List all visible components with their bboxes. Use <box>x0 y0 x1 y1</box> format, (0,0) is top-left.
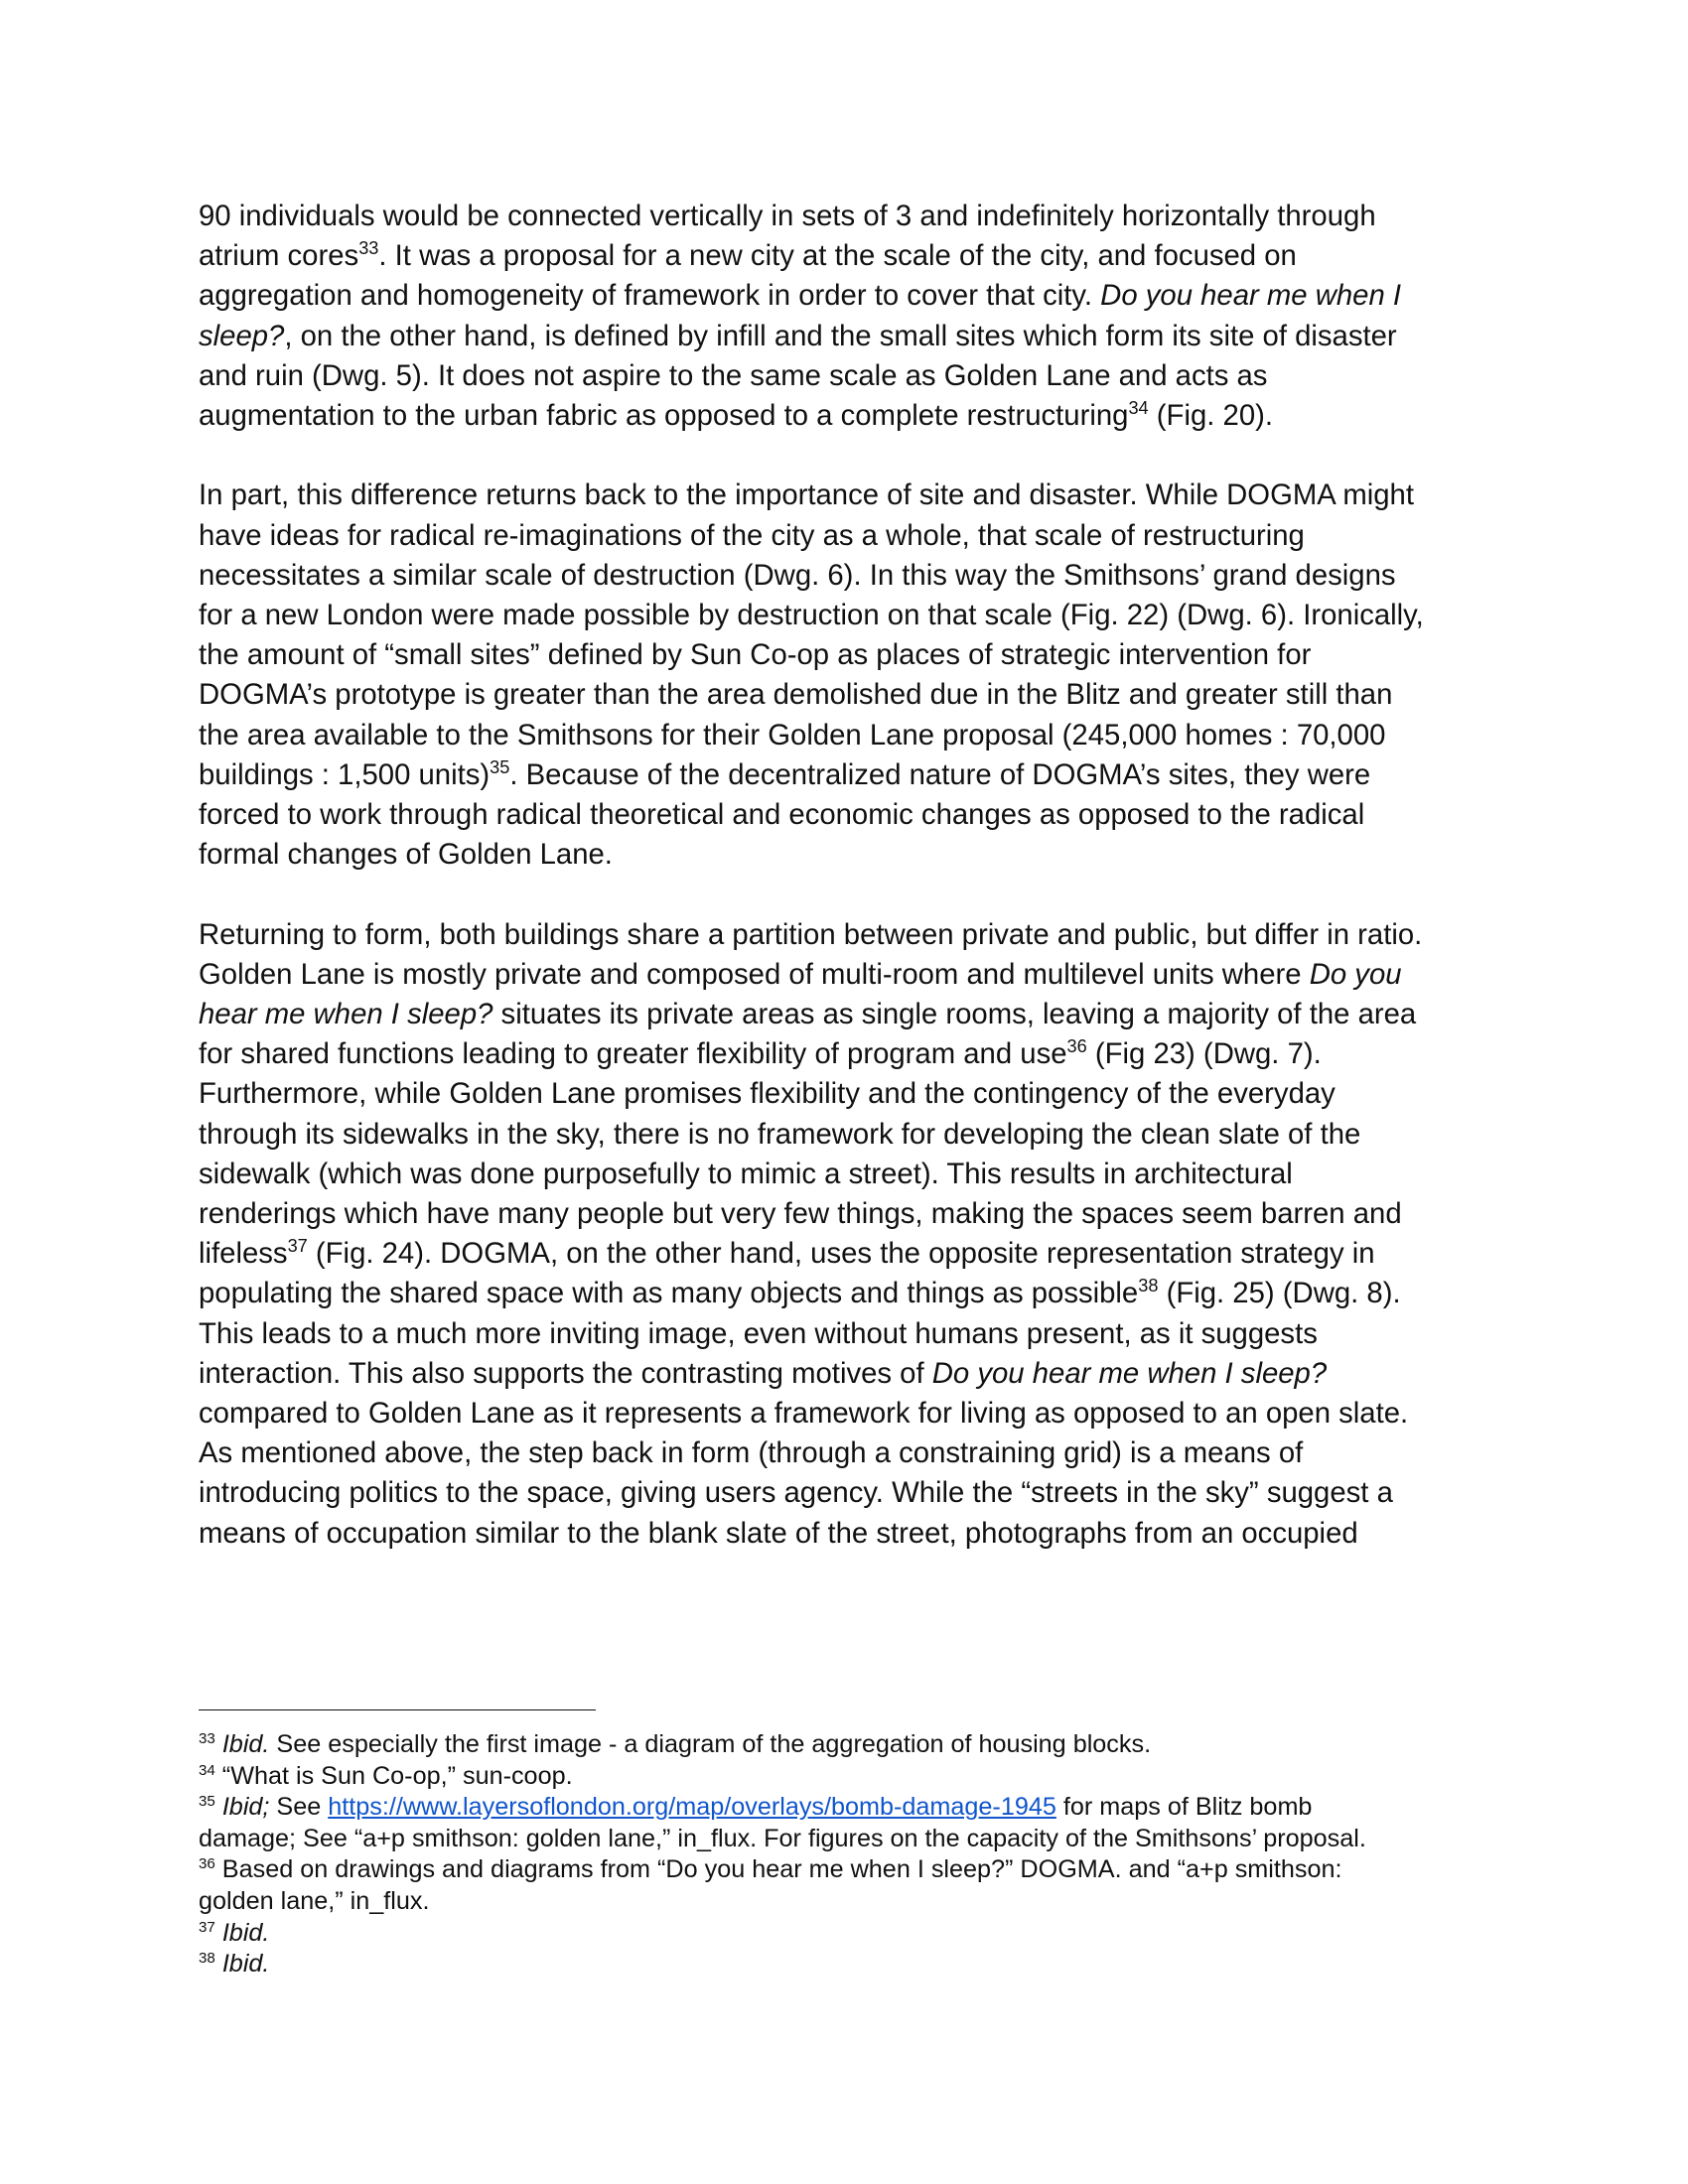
italic-title: sleep? <box>199 319 285 352</box>
text-line <box>199 516 1499 556</box>
text-run: In part, this difference returns back to the importance of site and disaster. While DOGMA might <box>199 478 1414 512</box>
text-run: for a new London were made possible by destruction on that scale (Fig. 22) (Dwg. 6). Ironically, <box>199 599 1424 632</box>
italic-title: Do you hear me when I <box>1100 279 1402 313</box>
text-run: atrium cores <box>199 239 359 273</box>
footnote-reference: 35 <box>199 1793 215 1811</box>
footnote-line <box>199 1886 1499 1918</box>
text-line <box>199 1314 1499 1354</box>
text-line <box>199 795 1499 835</box>
footnote-line <box>199 1761 1499 1793</box>
text-run: formal changes of Golden Lane. <box>199 838 613 872</box>
footnote-line <box>199 1792 1499 1824</box>
hyperlink[interactable]: https://www.layersoflondon.org/map/overlays/bomb-damage-1945 <box>328 1793 1056 1822</box>
text-line <box>199 1354 1499 1394</box>
text-line <box>199 1473 1499 1513</box>
text-run <box>215 1919 222 1947</box>
text-line <box>199 1394 1499 1433</box>
italic-title: Ibid; <box>221 1793 270 1822</box>
text-run: have ideas for radical re-imaginations of the city as a whole, that scale of restructuring <box>199 518 1305 552</box>
footnote-line <box>199 1918 1499 1950</box>
text-run: necessitates a similar scale of destruction (Dwg. 6). In this way the Smithsons’ grand designs <box>199 558 1396 592</box>
text-run: golden lane,” in_flux. <box>199 1886 430 1915</box>
text-run: “What is Sun Co-op,” sun-coop. <box>214 1761 573 1790</box>
text-run: and ruin (Dwg. 5). It does not aspire to the same scale as Golden Lane and acts as <box>199 358 1268 392</box>
text-run: lifeless <box>199 1237 288 1271</box>
text-run: Based on drawings and diagrams from “Do you hear me when I sleep?” DOGMA. and “a+p smithson: <box>214 1855 1342 1884</box>
italic-title: Ibid. <box>221 1730 270 1758</box>
text-line <box>199 675 1499 715</box>
text-line <box>199 635 1499 675</box>
text-run: (Fig. 25) (Dwg. 8). <box>1158 1277 1401 1310</box>
text-run: augmentation to the urban fabric as opposed to a complete restructuring <box>199 399 1129 433</box>
italic-title: Ibid. <box>221 1918 270 1947</box>
italic-title: hear me when I sleep? <box>199 998 493 1031</box>
text-line <box>199 716 1499 755</box>
text-run: populating the shared space with as many objects and things as possible <box>199 1277 1139 1310</box>
footnote-reference: 37 <box>199 1918 215 1936</box>
footnotes <box>199 1729 1499 1980</box>
footnote-reference: 36 <box>1066 1035 1087 1056</box>
text-line <box>199 1433 1499 1473</box>
footnote-reference: 35 <box>490 756 510 777</box>
text-run: the amount of “small sites” defined by Sun Co-op as places of strategic intervention for <box>199 638 1312 672</box>
text-run: through its sidewalks in the sky, there is no framework for developing the clean slate of the <box>199 1117 1361 1151</box>
text-line <box>199 556 1499 596</box>
text-run: As mentioned above, the step back in form (through a constraining grid) is a means of <box>199 1436 1304 1470</box>
text-run: , on the other hand, is defined by infill and the small sites which form its site of disaster <box>284 319 1397 352</box>
text-run: 90 individuals would be connected vertically in sets of 3 and indefinitely horizontally through <box>199 200 1376 232</box>
text-run: sidewalk (which was done purposefully to mimic a street). This results in architectural <box>199 1157 1293 1190</box>
text-run: DOGMA’s prototype is greater than the area demolished due in the Blitz and greater still than <box>199 678 1393 712</box>
paragraph-gap <box>199 436 1499 476</box>
footnote-reference: 34 <box>1128 397 1149 418</box>
text-run: (Fig 23) (Dwg. 7). <box>1086 1037 1322 1071</box>
text-run: renderings which have many people but very few things, making the spaces seem barren and <box>199 1197 1402 1231</box>
text-run <box>215 1793 222 1821</box>
text-run: Returning to form, both buildings share a partition between private and public, but differ in ratio. <box>199 917 1423 951</box>
text-run: Golden Lane is mostly private and composed of multi-room and multilevel units where <box>199 957 1310 991</box>
text-line <box>199 955 1499 995</box>
text-run: (Fig. 20). <box>1148 399 1274 433</box>
footnote-reference: 33 <box>358 237 379 258</box>
text-line <box>199 276 1499 316</box>
text-line <box>199 835 1499 875</box>
text-line <box>199 236 1499 276</box>
text-run: introducing politics to the space, giving users agency. While the “streets in the sky” suggest a <box>199 1476 1393 1510</box>
text-run: buildings : 1,500 units) <box>199 757 491 791</box>
text-line <box>199 995 1499 1034</box>
footnote-reference: 38 <box>199 1950 215 1968</box>
text-run: for shared functions leading to greater flexibility of program and use <box>199 1037 1067 1071</box>
text-run: forced to work through radical theoretical and economic changes as opposed to the radical <box>199 798 1365 832</box>
text-run: This leads to a much more inviting image, even without humans present, as it suggests <box>199 1316 1318 1350</box>
text-run: the area available to the Smithsons for their Golden Lane proposal (245,000 homes : 70,000 <box>199 718 1386 751</box>
text-run <box>215 1950 222 1978</box>
text-run: (Fig. 24). DOGMA, on the other hand, uses the opposite representation strategy in <box>307 1237 1375 1271</box>
text-run <box>215 1730 222 1758</box>
footnote-line <box>199 1949 1499 1980</box>
text-line <box>199 755 1499 795</box>
text-run: Furthermore, while Golden Lane promises flexibility and the contingency of the everyday <box>199 1077 1336 1111</box>
text-run: means of occupation similar to the blank slate of the street, photographs from an occupied <box>199 1516 1358 1550</box>
text-run: damage; See “a+p smithson: golden lane,” in_flux. For figures on the capacity of the Smithsons’ proposal. <box>199 1824 1366 1852</box>
footnote-line <box>199 1824 1499 1855</box>
paragraph <box>199 915 1499 1554</box>
text-line <box>199 1155 1499 1194</box>
footnote-reference: 33 <box>199 1729 215 1747</box>
text-line <box>199 1234 1499 1274</box>
text-line <box>199 1115 1499 1155</box>
footnote-reference: 36 <box>199 1855 215 1873</box>
text-run: . It was a proposal for a new city at the scale of the city, and focused on <box>378 239 1297 273</box>
italic-title: Do you hear me when I sleep? <box>931 1356 1328 1390</box>
text-line <box>199 915 1499 955</box>
paragraph-gap <box>199 875 1499 914</box>
text-line <box>199 1074 1499 1114</box>
text-run: compared to Golden Lane as it represents a framework for living as opposed to an open slate. <box>199 1397 1409 1431</box>
text-run: interaction. This also supports the contrasting motives of <box>199 1356 932 1390</box>
text-line <box>199 596 1499 635</box>
text-line <box>199 1514 1499 1554</box>
text-run: See especially the first image - a diagram of the aggregation of housing blocks. <box>269 1730 1152 1758</box>
text-line <box>199 1194 1499 1234</box>
text-run: aggregation and homogeneity of framework in order to cover that city. <box>199 279 1101 313</box>
italic-title: Ibid. <box>221 1950 270 1979</box>
paragraph <box>199 197 1499 436</box>
text-line <box>199 476 1499 515</box>
text-line <box>199 356 1499 396</box>
body-text <box>199 197 1499 1554</box>
text-run: See <box>269 1793 329 1822</box>
text-line <box>199 317 1499 356</box>
footnote-line <box>199 1854 1499 1886</box>
footnote-reference: 37 <box>287 1236 308 1256</box>
text-line <box>199 1034 1499 1074</box>
text-run: situates its private areas as single rooms, leaving a majority of the area <box>492 998 1417 1031</box>
text-line <box>199 1274 1499 1313</box>
footnote-reference: 38 <box>1138 1276 1159 1297</box>
paragraph <box>199 476 1499 875</box>
text-line <box>199 396 1499 436</box>
footnote-line <box>199 1729 1499 1761</box>
footnote-reference: 34 <box>199 1761 215 1779</box>
text-run: . Because of the decentralized nature of DOGMA’s sites, they were <box>509 757 1371 791</box>
footnote-separator <box>199 1709 596 1710</box>
text-line <box>199 197 1499 236</box>
text-run: for maps of Blitz bomb <box>1055 1793 1313 1822</box>
italic-title: Do you <box>1309 957 1402 991</box>
